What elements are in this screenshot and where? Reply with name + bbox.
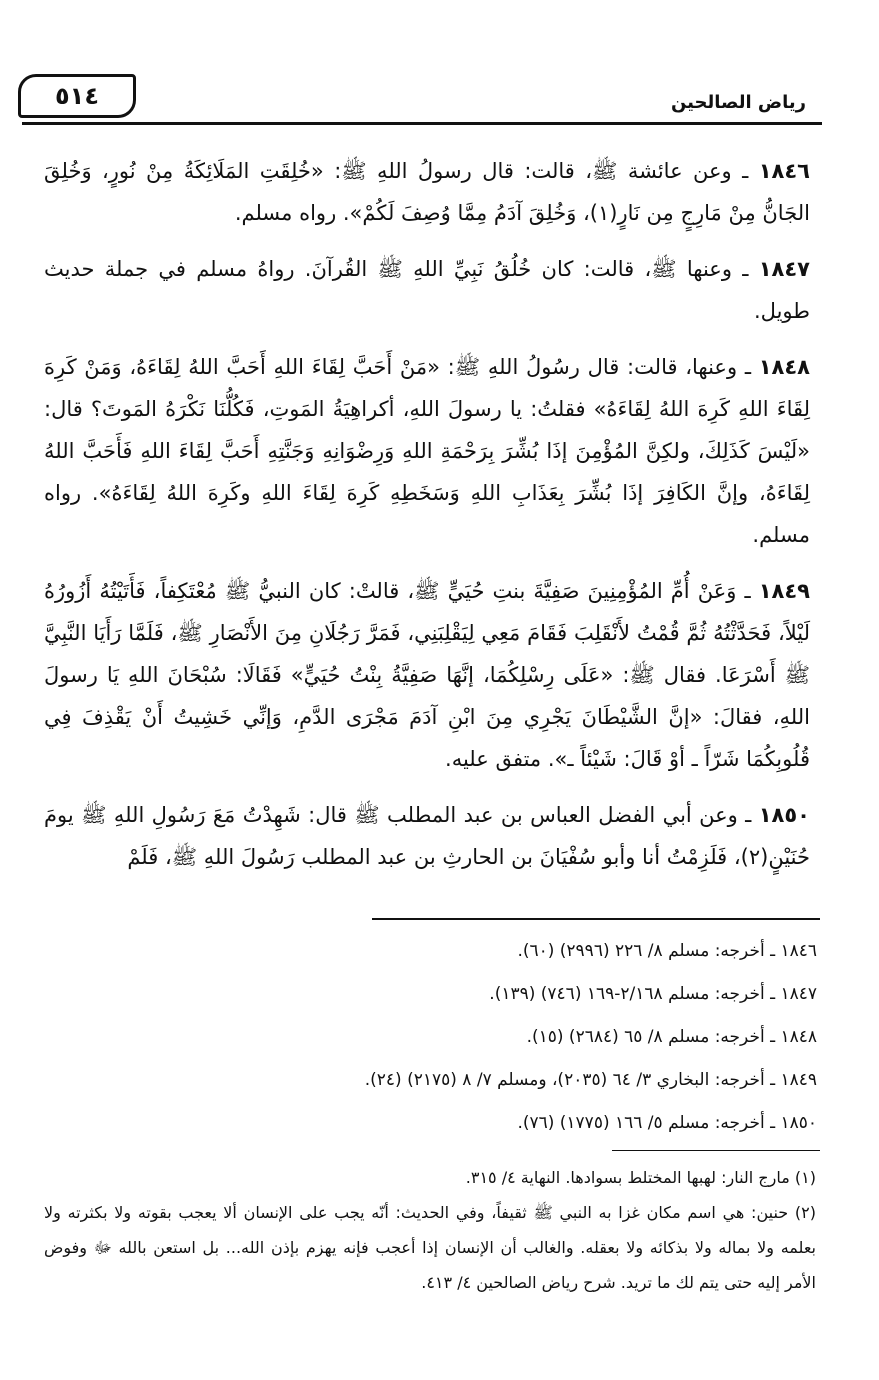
hadith-1847 — [44, 248, 810, 332]
takhrij-item: ١٨٤٨ ـ أخرجه: مسلم ٨/ ٦٥ (٢٦٨٤) (١٥). — [526, 1027, 817, 1047]
hadith-number: ١٨٤٧ — [758, 257, 810, 281]
hadith-body — [44, 150, 810, 892]
hadith-text: ـ وعنها، قالت: قال رسُولُ اللهِ ﷺ: «مَنْ أَحَبَّ لِقَاءَ اللهِ أَحَبَّ اللهُ لِقَاءَهُ، وَمَنْ كَرِهَ لِقَاءَ اللهِ كَرِهَ اللهُ لِقَاءَهُ» فقلتُ: يا رسولَ اللهِ، أكراهِيَةُ المَوتِ، فَكُلُّنَا نَكْرَهُ المَوتَ؟ قال: «لَيْسَ كَذَلِكَ، ولكِنَّ المُؤْمِنَ إذَا بُشِّرَ بِرَحْمَةِ اللهِ وَرِضْوَانِهِ وَجَنَّتِهِ أَحَبَّ لِقَاءَ اللهِ فَأَحَبَّ اللهُ لِقَاءَهُ، وإنَّ الكَافِرَ إذَا بُشِّرَ بِعَذَابِ اللهِ وَسَخَطِهِ كَرِهَ لِقَاءَ اللهِ وكَرِهَ اللهُ لِقَاءَهُ». رواه مسلم. — [44, 355, 810, 547]
hadith-1846 — [44, 150, 810, 234]
takhrij-item: ١٨٤٦ ـ أخرجه: مسلم ٨/ ٢٢٦ (٢٩٩٦) (٦٠). — [517, 941, 817, 961]
takhrij-list — [117, 930, 817, 1145]
hadith-text: ـ وعن أبي الفضل العباس بن عبد المطلب ﷺ قال: شَهِدْتُ مَعَ رَسُولِ اللهِ ﷺ يومَ حُنَيْنٍ(٢)، فَلَزِمْتُ أنا وأبو سُفْيَانَ بن الحارثِ بن عبد المطلب رَسُولَ اللهِ ﷺ، فَلَمْ — [44, 803, 810, 869]
page-number: ٥١٤ — [55, 82, 99, 110]
hadith-number: ١٨٤٩ — [758, 579, 810, 603]
footnote-1 — [44, 1160, 816, 1195]
takhrij-item: ١٨٤٩ ـ أخرجه: البخاري ٣/ ٦٤ (٢٠٣٥)، ومسلم ٧/ ٨ (٢١٧٥) (٢٤). — [364, 1070, 817, 1090]
hadith-1850 — [44, 794, 810, 878]
takhrij-item: ١٨٥٠ ـ أخرجه: مسلم ٥/ ١٦٦ (١٧٧٥) (٧٦). — [517, 1113, 817, 1133]
takhrij-item: ١٨٤٧ ـ أخرجه: مسلم ٢/١٦٨-١٦٩ (٧٤٦) (١٣٩). — [489, 984, 817, 1004]
footnote-divider — [612, 1150, 820, 1151]
book-title: رياض الصالحين — [670, 92, 806, 113]
footnote-2 — [44, 1195, 816, 1300]
footnotes — [44, 1160, 816, 1300]
footnote-marker: (٢) — [794, 1203, 816, 1222]
hadith-1849 — [44, 570, 810, 780]
hadith-number: ١٨٤٦ — [758, 159, 810, 183]
footnote-marker: (١) — [794, 1168, 816, 1187]
hadith-text: ـ وَعَنْ أُمِّ المُؤْمِنِينَ صَفِيَّةَ بنتِ حُيَيٍّ ﷺ، قالتْ: كان النبيُّ ﷺ مُعْتَكِفاً، فَأَتَيْتُهُ أَزُورُهُ لَيْلاً، فَحَدَّثْتُهُ ثُمَّ قُمْتُ لأَنْقَلِبَ فَقَامَ مَعِي لِيَقْلِبَنِي، فَمَرَّ رَجُلَانِ مِنَ الأَنْصَارِ ﷺ، فَلَمَّا رَأَيَا النَّبِيَّ ﷺ أَسْرَعَا. فقال ﷺ: «عَلَى رِسْلِكُمَا، إنَّهَا صَفِيَّةُ بِنْتُ حُيَيٍّ» فَقَالَا: سُبْحَانَ اللهِ يَا رسولَ اللهِ، فقالَ: «إنَّ الشَّيْطَانَ يَجْرِي مِنَ ابْنِ آدَمَ مَجْرَى الدَّمِ، وَإنِّي خَشِيتُ أَنْ يَقْذِفَ فِي قُلُوبِكُمَا شَرّاً ـ أوْ قَالَ: شَيْئاً ـ». متفق عليه. — [44, 579, 810, 771]
page-number-badge — [18, 74, 136, 118]
header-divider — [22, 122, 822, 125]
footnote-text: مارج النار: لهبها المختلط بسوادها. النهاية ٤/ ٣١٥. — [465, 1168, 790, 1187]
hadith-1848 — [44, 346, 810, 556]
footnote-text: حنين: هي اسم مكان غزا به النبي ﷺ ثقيفاً، وفي الحديث: أنّه يجب على الإنسان ألا يعجب بقوته ولا بكثرته ولا بعلمه ولا بماله ولا بذكائه ولا بعقله. والغالب أن الإنسان إذا أعجب فإنه يهزم بإذن الله... بل استعن بالله ﷻ وفوض الأمر إليه حتى يتم لك ما تريد. شرح رياض الصالحين ٤/ ٤١٣. — [44, 1203, 816, 1292]
hadith-number: ١٨٤٨ — [758, 355, 810, 379]
page-header — [18, 74, 810, 118]
hadith-text: ـ وعنها ﷺ، قالت: كان خُلُقُ نَبِيِّ اللهِ ﷺ القُرآنَ. رواهُ مسلم في جملة حديث طويل. — [44, 257, 810, 323]
hadith-number: ١٨٥٠ — [758, 803, 810, 827]
hadith-text: ـ وعن عائشة ﷺ، قالت: قال رسولُ اللهِ ﷺ: «خُلِقَتِ المَلَائِكَةُ مِنْ نُورٍ، وَخُلِقَ الجَانُّ مِنْ مَارِجٍ مِن نَارٍ(١)، وَخُلِقَ آدَمُ مِمَّا وُصِفَ لَكُمْ». رواه مسلم. — [44, 159, 810, 225]
takhrij-divider — [372, 918, 820, 920]
